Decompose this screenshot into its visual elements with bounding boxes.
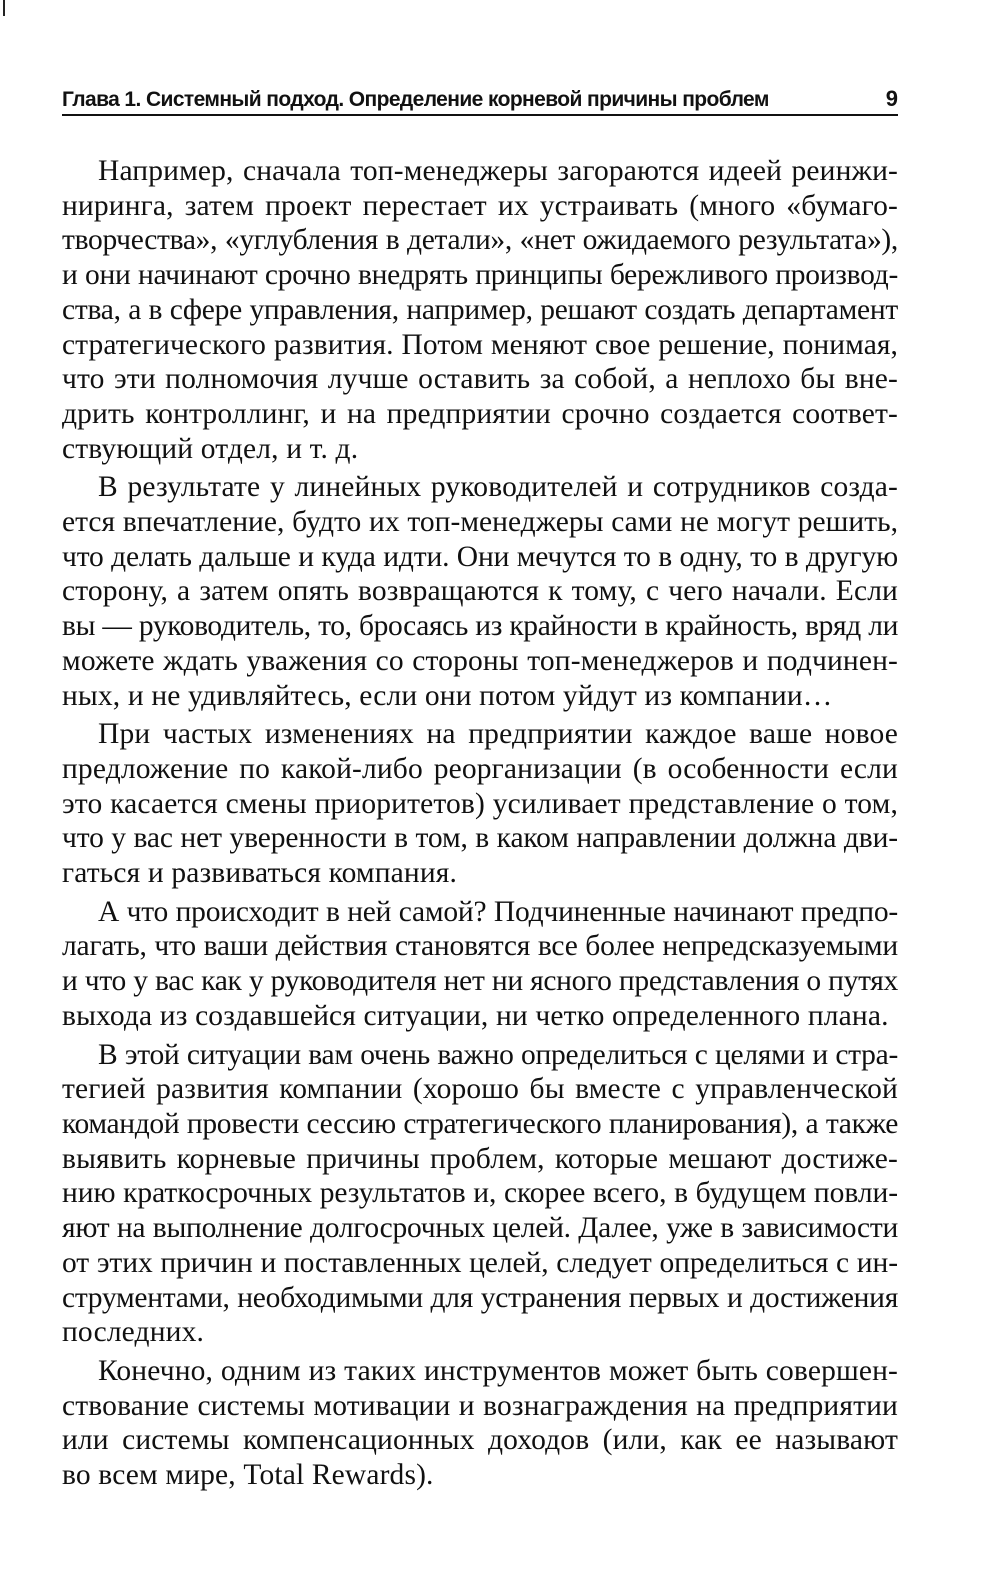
text-line: Конечно, одним из таких инструментов может быть совершен- xyxy=(98,1354,898,1387)
text-line: от этих причин и поставленных целей, следует определиться с ин- xyxy=(62,1246,898,1279)
text-line: А что происходит в ней самой? Подчиненные начинают предпо- xyxy=(98,895,898,928)
text-line: и они начинают срочно внедрять принципы бережливого производ- xyxy=(62,259,898,292)
text-line: Например, сначала топ-менеджеры загораются идеей реинжи- xyxy=(98,155,898,187)
text-line: тегией развития компании (хорошо бы вместе с управленческой xyxy=(62,1073,898,1106)
text-line: вы — руководитель, то, бросаясь из крайности в крайность, вряд ли xyxy=(62,610,898,643)
text-line: творчества», «углубления в детали», «нет ожидаемого результата»), xyxy=(62,224,898,257)
paragraph xyxy=(62,154,898,466)
text-line: яют на выполнение долгосрочных целей. Далее, уже в зависимости xyxy=(62,1212,898,1245)
text-line: и что у вас как у руководителя нет ни ясного представления о путях xyxy=(62,965,898,998)
paragraph xyxy=(62,1038,898,1350)
text-line: последних. xyxy=(62,1316,204,1349)
text-line: что делать дальше и куда идти. Они мечутся то в одну, то в другую xyxy=(62,540,898,573)
running-header xyxy=(62,82,898,116)
running-title: Глава 1. Системный подход. Определение корневой причины проблем xyxy=(62,88,769,111)
text-line: ниринга, затем проект перестает их устраивать (много «бумаго- xyxy=(62,189,898,222)
text-line: стратегического развития. Потом меняют свое решение, понимая, xyxy=(62,328,898,361)
text-line: это касается смены приоритетов) усиливает представление о том, xyxy=(62,787,898,820)
text-line: командой провести сессию стратегического планирования), а также xyxy=(62,1107,898,1140)
text-line: можете ждать уважения со стороны топ-менеджеров и подчинен- xyxy=(62,644,898,677)
page-edge-mark xyxy=(3,0,5,16)
paragraph xyxy=(62,1354,898,1493)
text-line: или системы компенсационных доходов (или, как ее называют xyxy=(62,1424,898,1457)
text-line: выхода из создавшейся ситуации, ни четко определенного плана. xyxy=(62,999,889,1032)
text-line: что у вас нет уверенности в том, в каком направлении должна дви- xyxy=(62,822,898,855)
text-line: В этой ситуации вам очень важно определиться с целями и стра- xyxy=(98,1038,898,1071)
text-line: лагать, что ваши действия становятся все более непредсказуемыми xyxy=(62,930,898,963)
text-line: ствование системы мотивации и вознаграждения на предприятии xyxy=(62,1389,898,1422)
text-line: ется впечатление, будто их топ-менеджеры сами не могут решить, xyxy=(62,506,898,539)
text-line: гаться и развиваться компания. xyxy=(62,857,458,890)
text-line: что эти полномочия лучше оставить за собой, а неплохо бы вне- xyxy=(62,363,898,396)
text-line: ствующий отдел, и т. д. xyxy=(62,432,359,465)
paragraph xyxy=(62,895,898,1034)
text-line: ных, и не удивляйтесь, если они потом уйдут из компании… xyxy=(62,679,833,712)
text-line: нию краткосрочных результатов и, скорее всего, в будущем повли- xyxy=(62,1177,898,1210)
text-line: дрить контроллинг, и на предприятии срочно создается соответ- xyxy=(62,397,898,430)
text-line: выявить корневые причины проблем, которые мешают достиже- xyxy=(62,1142,898,1175)
text-line: во всем мире, Total Rewards). xyxy=(62,1459,434,1492)
page-number: 9 xyxy=(885,86,898,111)
body-text xyxy=(62,154,898,1497)
text-line: сторону, а затем опять возвращаются к тому, с чего начали. Если xyxy=(62,575,898,608)
paragraph xyxy=(62,717,898,891)
text-line: предложение по какой-либо реорганизации (в особенности если xyxy=(62,752,898,785)
text-line: В результате у линейных руководителей и сотрудников созда- xyxy=(98,471,898,504)
paragraph xyxy=(62,470,898,713)
text-line: струментами, необходимыми для устранения первых и достижения xyxy=(62,1281,898,1314)
text-line: ства, а в сфере управления, например, решают создать департамент xyxy=(62,293,898,326)
text-line: При частых изменениях на предприятии каждое ваше новое xyxy=(98,718,898,751)
